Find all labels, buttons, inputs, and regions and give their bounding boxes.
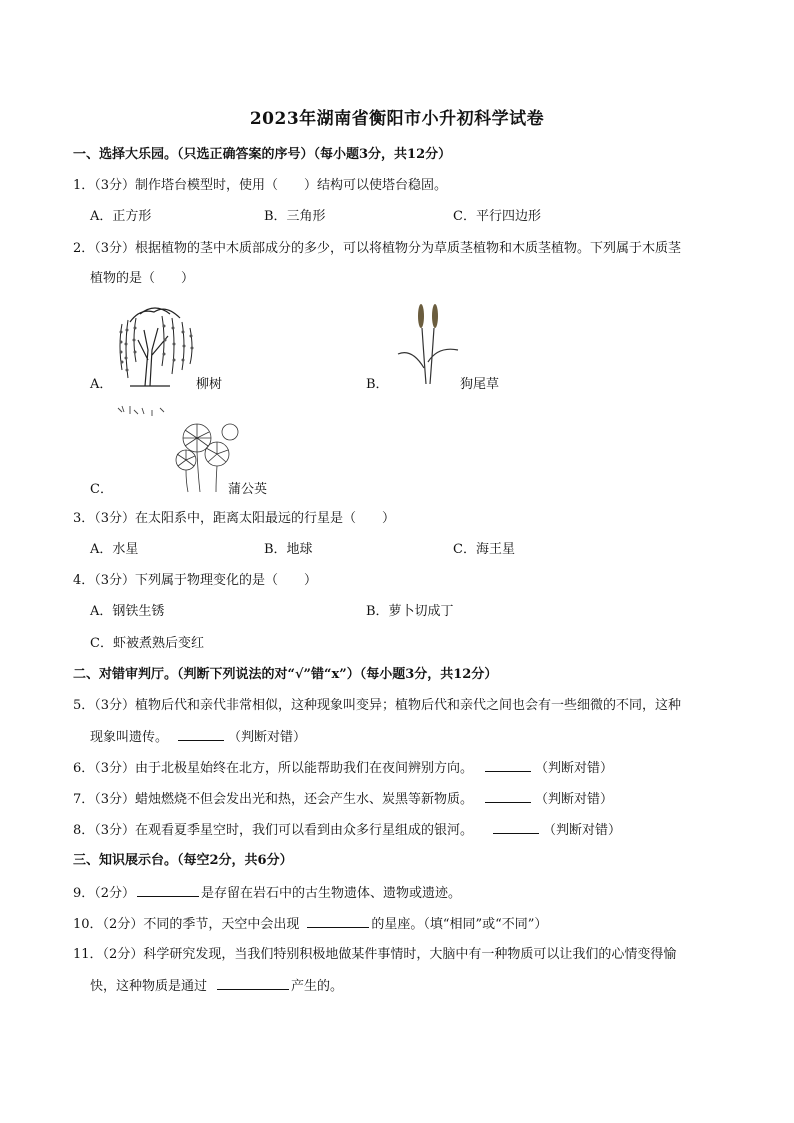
dandelion-image bbox=[112, 402, 242, 494]
question-5-stem-line-2 bbox=[90, 728, 306, 747]
question-4-option-b: B．萝卜切成丁 bbox=[366, 604, 454, 619]
question-10 bbox=[73, 915, 547, 934]
question-2-stem-line-1: 2．（3分）根据植物的茎中木质部成分的多少，可以将植物分为草质茎植物和木质茎植物。下列属于木质茎 bbox=[73, 241, 682, 256]
question-9-text: 是存留在岩石中的古生物遗体、遗物或遗迹。 bbox=[201, 886, 462, 901]
question-11-stem-line-1: 11．（2分）科学研究发现，当我们特别积极地做某件事情时，大脑中有一种物质可以让我们的心情变得愉 bbox=[73, 947, 677, 962]
question-8-tail: （判断对错） bbox=[543, 823, 622, 838]
question-1-stem: 1．（3分）制作塔台模型时，使用（ ）结构可以使塔台稳固。 bbox=[73, 178, 448, 193]
answer-blank[interactable] bbox=[178, 728, 224, 741]
question-9-number: 9．（2分） bbox=[73, 886, 136, 901]
question-5-tail: （判断对错） bbox=[228, 730, 307, 745]
question-4-stem: 4．（3分）下列属于物理变化的是（ ） bbox=[73, 573, 318, 588]
question-5-text: 现象叫遗传。 bbox=[90, 730, 169, 745]
section-3-heading: 三、知识展示台。（每空2分，共6分） bbox=[73, 853, 293, 868]
question-2-option-b-name: 狗尾草 bbox=[460, 377, 500, 392]
question-2-option-c-label: C． bbox=[90, 482, 113, 497]
willow-tree-image bbox=[110, 300, 200, 388]
question-2-option-a-name: 柳树 bbox=[196, 377, 223, 392]
question-10-text: 10．（2分）不同的季节，天空中会出现 bbox=[73, 917, 300, 932]
answer-blank[interactable] bbox=[493, 821, 539, 834]
question-7-text: 7．（3分）蜡烛燃烧不但会发出光和热，还会产生水、炭黑等新物质。 bbox=[73, 792, 474, 807]
answer-blank[interactable] bbox=[217, 977, 289, 990]
question-6 bbox=[73, 759, 613, 778]
question-8 bbox=[73, 821, 621, 840]
answer-blank[interactable] bbox=[307, 915, 369, 928]
question-7-tail: （判断对错） bbox=[535, 792, 614, 807]
question-8-text: 8．（3分）在观看夏季星空时，我们可以看到由众多行星组成的银河。 bbox=[73, 823, 474, 838]
question-1-option-b: B．三角形 bbox=[264, 209, 326, 224]
question-3-option-b: B．地球 bbox=[264, 542, 313, 557]
question-11-stem-line-2 bbox=[90, 977, 343, 996]
question-11-text: 快，这种物质是通过 bbox=[90, 979, 208, 994]
question-11-tail: 产生的。 bbox=[291, 979, 344, 994]
question-4-option-c: C．虾被煮熟后变红 bbox=[90, 636, 204, 651]
section-1-heading: 一、选择大乐园。（只选正确答案的序号）（每小题3分，共12分） bbox=[73, 147, 452, 162]
question-3-option-a: A．水星 bbox=[90, 542, 139, 557]
question-2-option-b-label: B． bbox=[366, 377, 389, 392]
question-2-option-a-label: A． bbox=[90, 377, 113, 392]
answer-blank[interactable] bbox=[137, 884, 199, 897]
question-1-option-c: C．平行四边形 bbox=[453, 209, 541, 224]
question-2-option-c-name: 蒲公英 bbox=[228, 482, 268, 497]
question-6-text: 6．（3分）由于北极星始终在北方，所以能帮助我们在夜间辨别方向。 bbox=[73, 761, 474, 776]
question-6-tail: （判断对错） bbox=[535, 761, 614, 776]
foxtail-grass-image bbox=[388, 298, 468, 386]
question-3-stem: 3．（3分）在太阳系中，距离太阳最远的行星是（ ） bbox=[73, 511, 396, 526]
question-7 bbox=[73, 790, 613, 809]
question-9 bbox=[73, 884, 461, 903]
page-title: 2023年湖南省衡阳市小升初科学试卷 bbox=[249, 109, 545, 129]
section-2-heading: 二、对错审判厅。（判断下列说法的对“√”错“x”）（每小题3分，共12分） bbox=[73, 667, 498, 682]
question-2-stem-line-2: 植物的是（ ） bbox=[90, 271, 195, 286]
question-10-tail: 的星座。（填“相同”或“不同”） bbox=[371, 917, 548, 932]
question-4-option-a: A．钢铁生锈 bbox=[90, 604, 165, 619]
answer-blank[interactable] bbox=[485, 759, 531, 772]
question-1-option-a: A．正方形 bbox=[90, 209, 152, 224]
question-5-stem-line-1: 5．（3分）植物后代和亲代非常相似，这种现象叫变异；植物后代和亲代之间也会有一些细微的不同，这种 bbox=[73, 698, 682, 713]
answer-blank[interactable] bbox=[485, 790, 531, 803]
question-3-option-c: C．海王星 bbox=[453, 542, 515, 557]
